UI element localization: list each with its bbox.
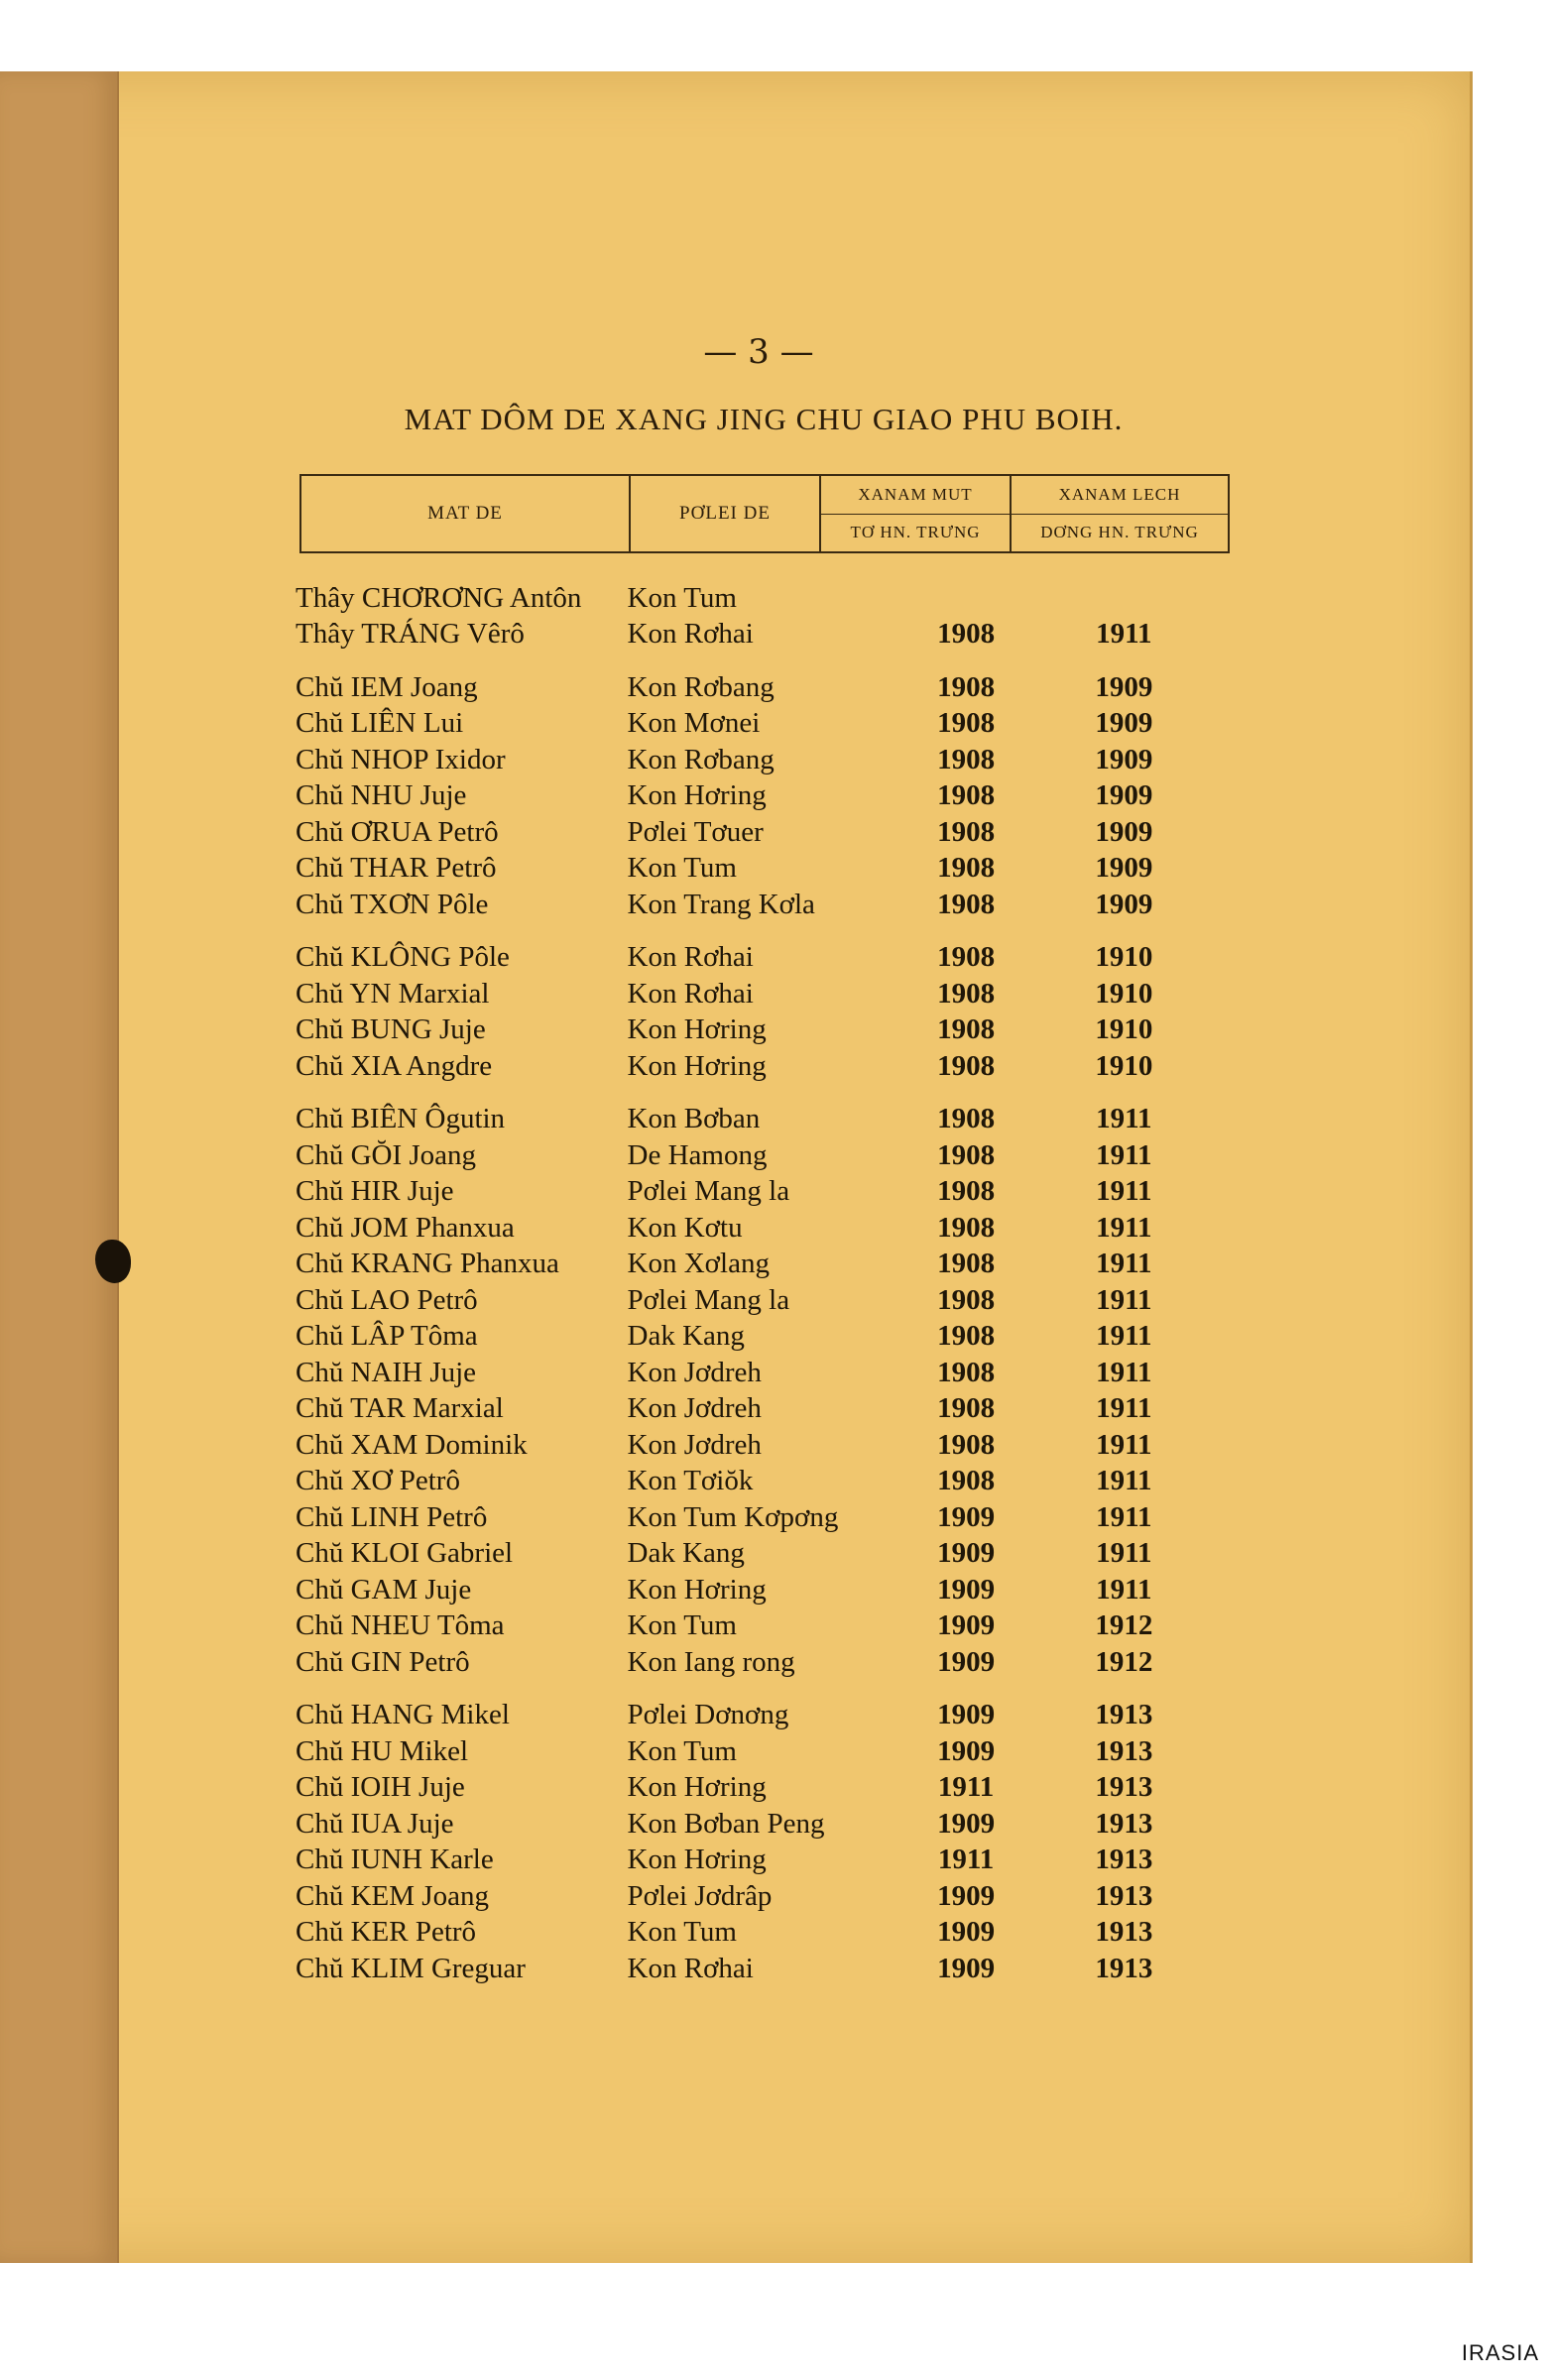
table-row	[296, 1770, 1208, 1807]
row-end-year: 1911	[1096, 1392, 1152, 1425]
row-village: Kon Jơdreh	[627, 1356, 762, 1388]
row-village: Kon Tum Kơpơng	[627, 1500, 839, 1533]
row-end-year: 1913	[1095, 1916, 1153, 1949]
row-start-year: 1908	[937, 1175, 996, 1208]
row-village: Kon Rơhai	[627, 941, 754, 974]
row-village: Kon Tum	[627, 1916, 737, 1949]
row-start-year: 1909	[937, 1916, 996, 1949]
row-village: Dak Kang	[627, 1320, 745, 1353]
row-start-year: 1908	[937, 1211, 996, 1244]
row-village: Kon Kơtu	[627, 1211, 743, 1244]
row-end-year: 1911	[1096, 1248, 1152, 1280]
row-name: Chŭ KRANG Phanxua	[296, 1248, 559, 1280]
row-end-year: 1911	[1096, 1465, 1152, 1497]
watermark: IRASIA	[1461, 2340, 1539, 2365]
row-end-year: 1909	[1095, 852, 1153, 885]
row-village: Kon Hơring	[627, 1049, 767, 1082]
row-village: Kon Tơiŏk	[627, 1465, 754, 1497]
table-row	[296, 1499, 1208, 1536]
table-row	[296, 1355, 1208, 1391]
row-name: Chŭ BUNG Juje	[296, 1013, 486, 1046]
row-end-year: 1911	[1096, 1211, 1152, 1244]
table-row	[296, 1282, 1208, 1319]
row-end-year: 1909	[1095, 888, 1153, 920]
table-row	[296, 1174, 1208, 1211]
row-name: Chŭ TAR Marxial	[296, 1392, 504, 1425]
row-village: Kon Hơring	[627, 1573, 767, 1606]
row-village: Kon Jơdreh	[627, 1392, 762, 1425]
row-end-year: 1913	[1095, 1699, 1153, 1731]
header-start-top: XANAM MUT	[821, 476, 1010, 515]
row-name: Chŭ XIA Angdre	[296, 1049, 493, 1082]
row-name: Chŭ IOIH Juje	[296, 1771, 465, 1804]
header-start-year	[821, 476, 1012, 551]
row-start-year: 1908	[937, 1138, 996, 1171]
row-start-year: 1909	[937, 1573, 996, 1606]
row-name: Thây TRÁNG Vêrô	[296, 618, 525, 651]
table-row	[296, 669, 1208, 706]
row-name: Chŭ KLÔNG Pôle	[296, 941, 510, 974]
header-village: PƠLEI DE	[631, 476, 821, 551]
table-row	[296, 1951, 1208, 1987]
table-row	[296, 580, 1208, 617]
table-row	[296, 778, 1208, 815]
row-end-year: 1911	[1096, 1103, 1152, 1135]
row-name: Chŭ IUNH Karle	[296, 1844, 494, 1876]
table-row	[296, 1536, 1208, 1573]
row-start-year: 1909	[937, 1609, 996, 1642]
row-end-year: 1912	[1095, 1609, 1153, 1642]
row-start-year: 1908	[937, 1356, 996, 1388]
row-start-year: 1908	[937, 977, 996, 1010]
row-end-year: 1913	[1095, 1734, 1153, 1767]
row-end-year: 1909	[1095, 743, 1153, 775]
row-name: Chŭ LIÊN Lui	[296, 707, 464, 740]
row-village: Kon Rơbang	[627, 670, 775, 703]
row-name: Chŭ HANG Mikel	[296, 1699, 510, 1731]
table-row	[296, 1319, 1208, 1356]
row-start-year: 1909	[937, 1807, 996, 1840]
table-row	[296, 1698, 1208, 1734]
row-start-year: 1908	[937, 852, 996, 885]
header-end-year	[1012, 476, 1228, 551]
row-start-year: 1909	[937, 1879, 996, 1912]
row-village: Pơlei Dơnơng	[627, 1699, 789, 1731]
row-name: Chŭ IUA Juje	[296, 1807, 454, 1840]
row-end-year: 1913	[1095, 1952, 1153, 1984]
row-village: Kon Bơban	[627, 1103, 761, 1135]
row-start-year: 1909	[937, 1699, 996, 1731]
row-end-year: 1911	[1096, 1175, 1152, 1208]
row-start-year: 1908	[937, 618, 996, 651]
table-row	[296, 887, 1208, 923]
row-name: Chŭ GAM Juje	[296, 1573, 472, 1606]
page-number: — 3 —	[703, 332, 814, 372]
row-name: Chŭ LINH Petrô	[296, 1500, 488, 1533]
row-name: Chŭ JOM Phanxua	[296, 1211, 515, 1244]
row-end-year: 1909	[1095, 815, 1153, 848]
row-start-year: 1908	[937, 888, 996, 920]
row-village: Kon Mơnei	[627, 707, 761, 740]
row-name: Chŭ GIN Petrô	[296, 1645, 470, 1678]
row-name: Chŭ IEM Joang	[296, 670, 478, 703]
table-row	[296, 1733, 1208, 1770]
row-village: Kon Rơhai	[627, 618, 754, 651]
row-village: Kon Hơring	[627, 1844, 767, 1876]
row-end-year: 1910	[1095, 941, 1153, 974]
row-end-year: 1913	[1095, 1879, 1153, 1912]
row-village: Kon Hơring	[627, 1013, 767, 1046]
table-row	[296, 1843, 1208, 1879]
row-end-year: 1913	[1095, 1771, 1153, 1804]
table-row	[296, 1806, 1208, 1843]
row-start-year: 1909	[937, 1645, 996, 1678]
row-village: Kon Hơring	[627, 779, 767, 812]
row-end-year: 1909	[1095, 707, 1153, 740]
row-village: Kon Rơhai	[627, 977, 754, 1010]
table-row	[296, 814, 1208, 851]
row-village: Pơlei Mang la	[627, 1283, 790, 1316]
table-row	[296, 1915, 1208, 1952]
row-village: Kon Tum	[627, 852, 737, 885]
row-name: Chŭ THAR Petrô	[296, 852, 497, 885]
header-start-bottom: TƠ HN. TRƯNG	[850, 523, 981, 542]
row-village: Kon Tum	[627, 1734, 737, 1767]
row-start-year: 1908	[937, 670, 996, 703]
row-end-year: 1911	[1096, 1537, 1152, 1570]
row-village: Pơlei Mang la	[627, 1175, 790, 1208]
table-row	[296, 1464, 1208, 1500]
table-row	[296, 1427, 1208, 1464]
table-row	[296, 940, 1208, 977]
row-village: De Hamong	[627, 1138, 768, 1171]
row-village: Kon Tum	[627, 581, 737, 614]
row-name: Chŭ LAO Petrô	[296, 1283, 478, 1316]
row-start-year: 1908	[937, 1013, 996, 1046]
row-end-year: 1909	[1095, 670, 1153, 703]
table-header	[299, 474, 1230, 553]
row-village: Pơlei Jơdrâp	[627, 1879, 773, 1912]
row-name: Chŭ ƠRUA Petrô	[296, 815, 499, 848]
row-end-year: 1910	[1095, 977, 1153, 1010]
row-village: Kon Xơlang	[627, 1248, 770, 1280]
header-end-top: XANAM LECH	[1012, 476, 1228, 515]
row-start-year: 1909	[937, 1734, 996, 1767]
table-row	[296, 1048, 1208, 1085]
header-name: MAT DE	[301, 476, 631, 551]
row-start-year: 1908	[937, 1320, 996, 1353]
row-name: Chŭ HU Mikel	[296, 1734, 468, 1767]
row-name: Chŭ NHEU Tôma	[296, 1609, 505, 1642]
row-start-year: 1908	[937, 779, 996, 812]
table-row	[296, 617, 1208, 654]
row-end-year: 1913	[1095, 1844, 1153, 1876]
table-row	[296, 1878, 1208, 1915]
row-end-year: 1911	[1096, 1283, 1152, 1316]
table-row	[296, 1572, 1208, 1608]
row-village: Kon Trang Kơla	[627, 888, 815, 920]
row-name: Chŭ KLOI Gabriel	[296, 1537, 514, 1570]
binding-hole	[95, 1240, 131, 1283]
table-row	[296, 1608, 1208, 1645]
row-end-year: 1913	[1095, 1807, 1153, 1840]
row-start-year: 1908	[937, 1103, 996, 1135]
table-row	[296, 1391, 1208, 1428]
row-end-year: 1911	[1096, 1356, 1152, 1388]
row-name: Chŭ BIÊN Ôgutin	[296, 1103, 506, 1135]
row-name: Chŭ XƠ Petrô	[296, 1465, 460, 1497]
row-name: Chŭ NHOP Ixidor	[296, 743, 506, 775]
book-spine	[0, 71, 119, 2263]
row-start-year: 1908	[937, 1248, 996, 1280]
row-village: Kon Jơdreh	[627, 1428, 762, 1461]
page-title: MAT DÔM DE XANG JING CHU GIAO PHU BOIH.	[404, 402, 1124, 436]
row-start-year: 1911	[937, 1771, 995, 1804]
row-name: Chŭ KLIM Greguar	[296, 1952, 526, 1984]
row-start-year: 1911	[937, 1844, 995, 1876]
row-start-year: 1908	[937, 707, 996, 740]
row-name: Chŭ GŎI Joang	[296, 1138, 477, 1171]
row-end-year: 1909	[1095, 779, 1153, 812]
row-village: Pơlei Tơuer	[627, 815, 764, 848]
row-name: Chŭ LÂP Tôma	[296, 1320, 478, 1353]
row-village: Kon Tum	[627, 1609, 737, 1642]
row-start-year: 1908	[937, 1428, 996, 1461]
row-name: Chŭ HIR Juje	[296, 1175, 454, 1208]
row-end-year: 1911	[1096, 1138, 1152, 1171]
row-village: Dak Kang	[627, 1537, 745, 1570]
table-row	[296, 1644, 1208, 1681]
row-start-year: 1908	[937, 815, 996, 848]
table-row	[296, 976, 1208, 1012]
row-start-year: 1908	[937, 743, 996, 775]
row-name: Chŭ NAIH Juje	[296, 1356, 477, 1388]
row-end-year: 1910	[1095, 1013, 1153, 1046]
table-row	[296, 1102, 1208, 1138]
row-end-year: 1911	[1096, 1573, 1152, 1606]
row-name: Chŭ NHU Juje	[296, 779, 467, 812]
table-row	[296, 851, 1208, 888]
header-end-bottom: DƠNG HN. TRƯNG	[1040, 523, 1199, 542]
row-start-year: 1909	[937, 1952, 996, 1984]
row-village: Kon Bơban Peng	[627, 1807, 825, 1840]
row-start-year: 1908	[937, 1465, 996, 1497]
row-name: Chŭ KER Petrô	[296, 1916, 477, 1949]
table-body	[296, 580, 1208, 1987]
row-end-year: 1911	[1096, 1428, 1152, 1461]
row-name: Chŭ YN Marxial	[296, 977, 490, 1010]
row-name: Chŭ TXƠN Pôle	[296, 888, 489, 920]
row-end-year: 1912	[1095, 1645, 1153, 1678]
row-end-year: 1911	[1096, 618, 1152, 651]
row-village: Kon Iang rong	[627, 1645, 795, 1678]
table-row	[296, 1210, 1208, 1247]
row-end-year: 1910	[1095, 1049, 1153, 1082]
row-village: Kon Rơbang	[627, 743, 775, 775]
row-start-year: 1908	[937, 1392, 996, 1425]
row-start-year: 1908	[937, 1049, 996, 1082]
row-start-year: 1908	[937, 941, 996, 974]
table-row	[296, 1012, 1208, 1049]
row-name: Chŭ KEM Joang	[296, 1879, 489, 1912]
table-row	[296, 1137, 1208, 1174]
row-village: Kon Hơring	[627, 1771, 767, 1804]
row-name: Thây CHƠRƠNG Antôn	[296, 581, 582, 614]
row-start-year: 1909	[937, 1537, 996, 1570]
table-row	[296, 1247, 1208, 1283]
row-start-year: 1909	[937, 1500, 996, 1533]
row-start-year: 1908	[937, 1283, 996, 1316]
row-end-year: 1911	[1096, 1500, 1152, 1533]
table-row	[296, 706, 1208, 743]
row-name: Chŭ XAM Dominik	[296, 1428, 528, 1461]
row-end-year: 1911	[1096, 1320, 1152, 1353]
row-village: Kon Rơhai	[627, 1952, 754, 1984]
table-row	[296, 742, 1208, 778]
